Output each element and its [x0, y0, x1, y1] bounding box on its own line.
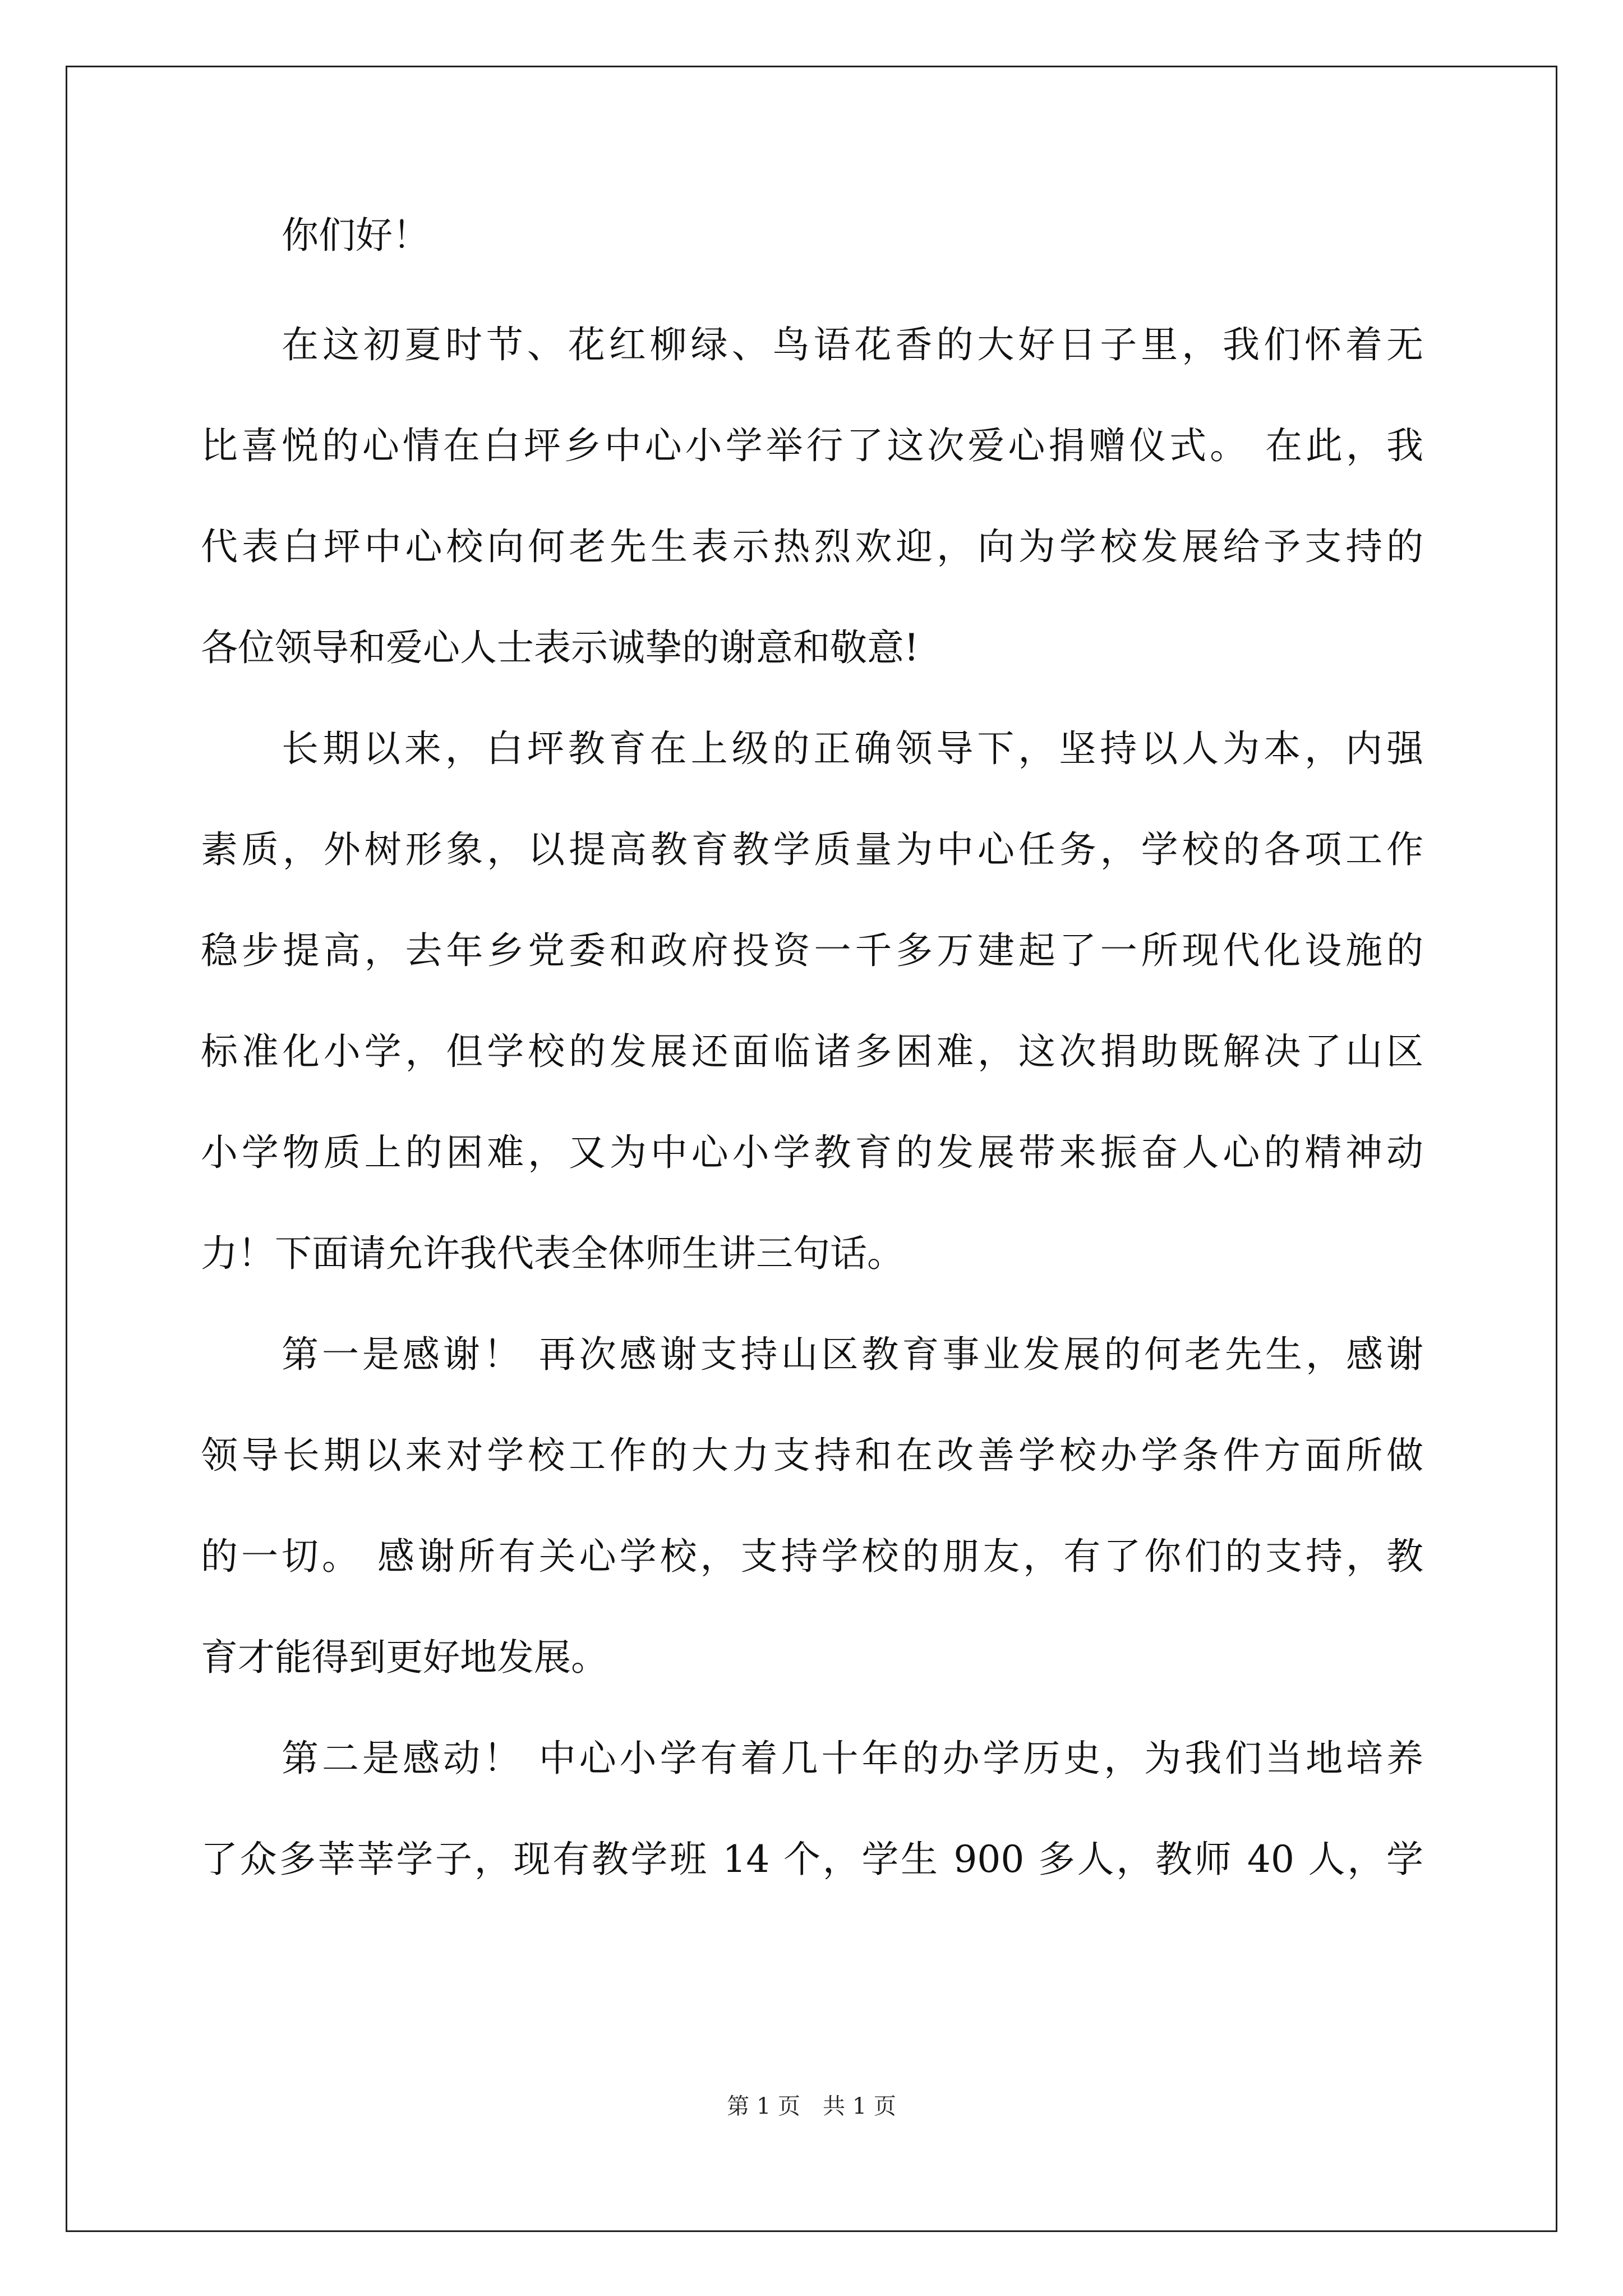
paragraph-line: 了众多莘莘学子，现有教学班 14 个，学生 900 多人，教师 40 人，学	[201, 1838, 1423, 1881]
paragraph-line: 比喜悦的心情在白坪乡中心小学举行了这次爱心捐赠仪式。 在此，我	[201, 424, 1423, 467]
paragraph-line: 第二是感动！ 中心小学有着几十年的办学历史，为我们当地培养	[282, 1737, 1423, 1780]
paragraph-line: 领导长期以来对学校工作的大力支持和在改善学校办学条件方面所做	[201, 1434, 1423, 1477]
paragraph-line: 力！下面请允许我代表全体师生讲三句话。	[201, 1232, 904, 1275]
paragraph-line: 第一是感谢！ 再次感谢支持山区教育事业发展的何老先生，感谢	[282, 1333, 1423, 1376]
paragraph-line: 小学物质上的困难，又为中心小学教育的发展带来振奋人心的精神动	[201, 1131, 1423, 1174]
page-footer	[0, 2092, 1623, 2120]
paragraph-line: 代表白坪中心校向何老先生表示热烈欢迎，向为学校发展给予支持的	[201, 525, 1423, 568]
paragraph-line: 育才能得到更好地发展。	[201, 1636, 608, 1679]
paragraph-line: 稳步提高，去年乡党委和政府投资一千多万建起了一所现代化设施的	[201, 929, 1423, 972]
paragraph-line: 素质，外树形象，以提高教育教学质量为中心任务，学校的各项工作	[201, 828, 1423, 871]
page-total: 共 1 页	[823, 2093, 896, 2119]
paragraph-line: 的一切。 感谢所有关心学校，支持学校的朋友，有了你们的支持，教	[201, 1535, 1423, 1578]
page-number: 第 1 页	[727, 2093, 800, 2119]
greeting-line: 你们好！	[282, 214, 430, 257]
paragraph-line: 长期以来，白坪教育在上级的正确领导下，坚持以人为本，内强	[282, 727, 1423, 770]
paragraph-line: 标准化小学，但学校的发展还面临诸多困难，这次捐助既解决了山区	[201, 1030, 1423, 1073]
paragraph-line: 各位领导和爱心人士表示诚挚的谢意和敬意!	[201, 626, 919, 669]
paragraph-line: 在这初夏时节、花红柳绿、鸟语花香的大好日子里，我们怀着无	[282, 323, 1423, 366]
